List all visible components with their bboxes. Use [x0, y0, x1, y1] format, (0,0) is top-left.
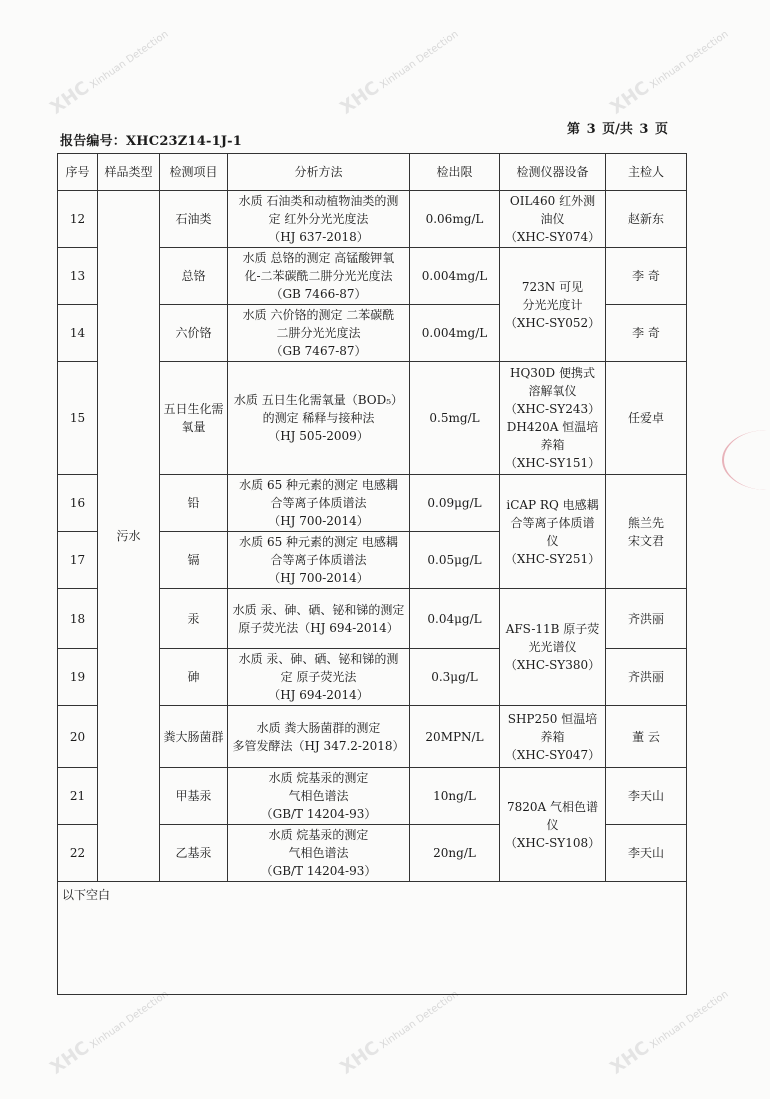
- analysis-method: 水质 汞、砷、硒、铋和锑的测 定 原子荧光法 （HJ 694-2014）: [228, 649, 410, 706]
- blank-below-note: 以下空白: [58, 882, 687, 995]
- analysis-method: 水质 六价铬的测定 二苯碳酰 二肼分光光度法 （GB 7467-87）: [228, 305, 410, 362]
- inspector: 齐洪丽: [606, 589, 687, 649]
- test-item: 铅: [160, 475, 228, 532]
- table-row: [58, 191, 687, 248]
- instrument: 723N 可见 分光光度计 （XHC-SY052）: [500, 248, 606, 362]
- watermark: XHC Xinhuan Detection: [46, 28, 171, 119]
- table-header-row: [58, 154, 687, 191]
- test-item: 石油类: [160, 191, 228, 248]
- row-number: 14: [58, 305, 98, 362]
- col-header: 分析方法: [228, 154, 410, 191]
- table-row: [58, 882, 687, 995]
- inspector: 任爱卓: [606, 362, 687, 475]
- watermark: XHC Xinhuan Detection: [336, 28, 461, 119]
- analysis-method: 水质 总铬的测定 高锰酸钾氧 化-二苯碳酰二肼分光光度法 （GB 7466-87）: [228, 248, 410, 305]
- instrument: AFS-11B 原子荧 光光谱仪 （XHC-SY380）: [500, 589, 606, 706]
- watermark: XHC Xinhuan Detection: [46, 988, 171, 1079]
- test-item: 六价铬: [160, 305, 228, 362]
- detection-limit: 0.004mg/L: [410, 305, 500, 362]
- inspector: 李 奇: [606, 248, 687, 305]
- inspector: 李天山: [606, 825, 687, 882]
- row-number: 21: [58, 768, 98, 825]
- row-number: 15: [58, 362, 98, 475]
- inspector: 赵新东: [606, 191, 687, 248]
- analysis-method: 水质 烷基汞的测定 气相色谱法 （GB/T 14204-93）: [228, 825, 410, 882]
- inspector: 董 云: [606, 706, 687, 768]
- col-header: 序号: [58, 154, 98, 191]
- col-header: 检测仪器设备: [500, 154, 606, 191]
- row-number: 12: [58, 191, 98, 248]
- inspector: 李 奇: [606, 305, 687, 362]
- instrument: iCAP RQ 电感耦 合等离子体质谱 仪 （XHC-SY251）: [500, 475, 606, 589]
- results-table: [57, 153, 687, 995]
- detection-limit: 0.06mg/L: [410, 191, 500, 248]
- watermark: XHC Xinhuan Detection: [606, 988, 731, 1079]
- detection-limit: 10ng/L: [410, 768, 500, 825]
- test-item: 汞: [160, 589, 228, 649]
- inspector: 齐洪丽: [606, 649, 687, 706]
- test-item: 镉: [160, 532, 228, 589]
- col-header: 检测项目: [160, 154, 228, 191]
- row-number: 20: [58, 706, 98, 768]
- test-item: 砷: [160, 649, 228, 706]
- row-number: 18: [58, 589, 98, 649]
- instrument: 7820A 气相色谱 仪 （XHC-SY108）: [500, 768, 606, 882]
- detection-limit: 0.5mg/L: [410, 362, 500, 475]
- page-indicator: 第 3 页/共 3 页: [567, 122, 668, 137]
- watermark: XHC Xinhuan Detection: [606, 28, 731, 119]
- col-header: 检出限: [410, 154, 500, 191]
- row-number: 19: [58, 649, 98, 706]
- col-header: 样品类型: [98, 154, 160, 191]
- detection-limit: 0.09μg/L: [410, 475, 500, 532]
- instrument: SHP250 恒温培 养箱 （XHC-SY047）: [500, 706, 606, 768]
- inspector: 熊兰先 宋文君: [606, 475, 687, 589]
- test-item: 五日生化需氧量: [160, 362, 228, 475]
- watermark-logo: XHC: [46, 77, 94, 119]
- row-number: 13: [58, 248, 98, 305]
- analysis-method: 水质 粪大肠菌群的测定 多管发酵法（HJ 347.2-2018）: [228, 706, 410, 768]
- analysis-method: 水质 石油类和动植物油类的测 定 红外分光光度法 （HJ 637-2018）: [228, 191, 410, 248]
- analysis-method: 水质 65 种元素的测定 电感耦 合等离子体质谱法 （HJ 700-2014）: [228, 532, 410, 589]
- row-number: 16: [58, 475, 98, 532]
- detection-limit: 0.3μg/L: [410, 649, 500, 706]
- row-number: 17: [58, 532, 98, 589]
- instrument: OIL460 红外测 油仪 （XHC-SY074）: [500, 191, 606, 248]
- detection-limit: 0.04μg/L: [410, 589, 500, 649]
- row-number: 22: [58, 825, 98, 882]
- seal-stamp: [722, 430, 770, 490]
- report-number: 报告编号：XHC23Z14-1J-1: [60, 134, 243, 149]
- detection-limit: 0.004mg/L: [410, 248, 500, 305]
- col-header: 主检人: [606, 154, 687, 191]
- test-item: 乙基汞: [160, 825, 228, 882]
- detection-limit: 0.05μg/L: [410, 532, 500, 589]
- detection-limit: 20ng/L: [410, 825, 500, 882]
- test-item: 甲基汞: [160, 768, 228, 825]
- test-item: 总铬: [160, 248, 228, 305]
- watermark: XHC Xinhuan Detection: [336, 988, 461, 1079]
- test-item: 粪大肠菌群: [160, 706, 228, 768]
- analysis-method: 水质 烷基汞的测定 气相色谱法 （GB/T 14204-93）: [228, 768, 410, 825]
- sample-type: 污水: [98, 191, 160, 882]
- analysis-method: 水质 汞、砷、硒、铋和锑的测定 原子荧光法（HJ 694-2014）: [228, 589, 410, 649]
- inspector: 李天山: [606, 768, 687, 825]
- analysis-method: 水质 五日生化需氧量（BOD₅） 的测定 稀释与接种法 （HJ 505-2009）: [228, 362, 410, 475]
- analysis-method: 水质 65 种元素的测定 电感耦 合等离子体质谱法 （HJ 700-2014）: [228, 475, 410, 532]
- detection-limit: 20MPN/L: [410, 706, 500, 768]
- instrument: HQ30D 便携式 溶解氧仪 （XHC-SY243） DH420A 恒温培 养箱 （XHC-SY151）: [500, 362, 606, 475]
